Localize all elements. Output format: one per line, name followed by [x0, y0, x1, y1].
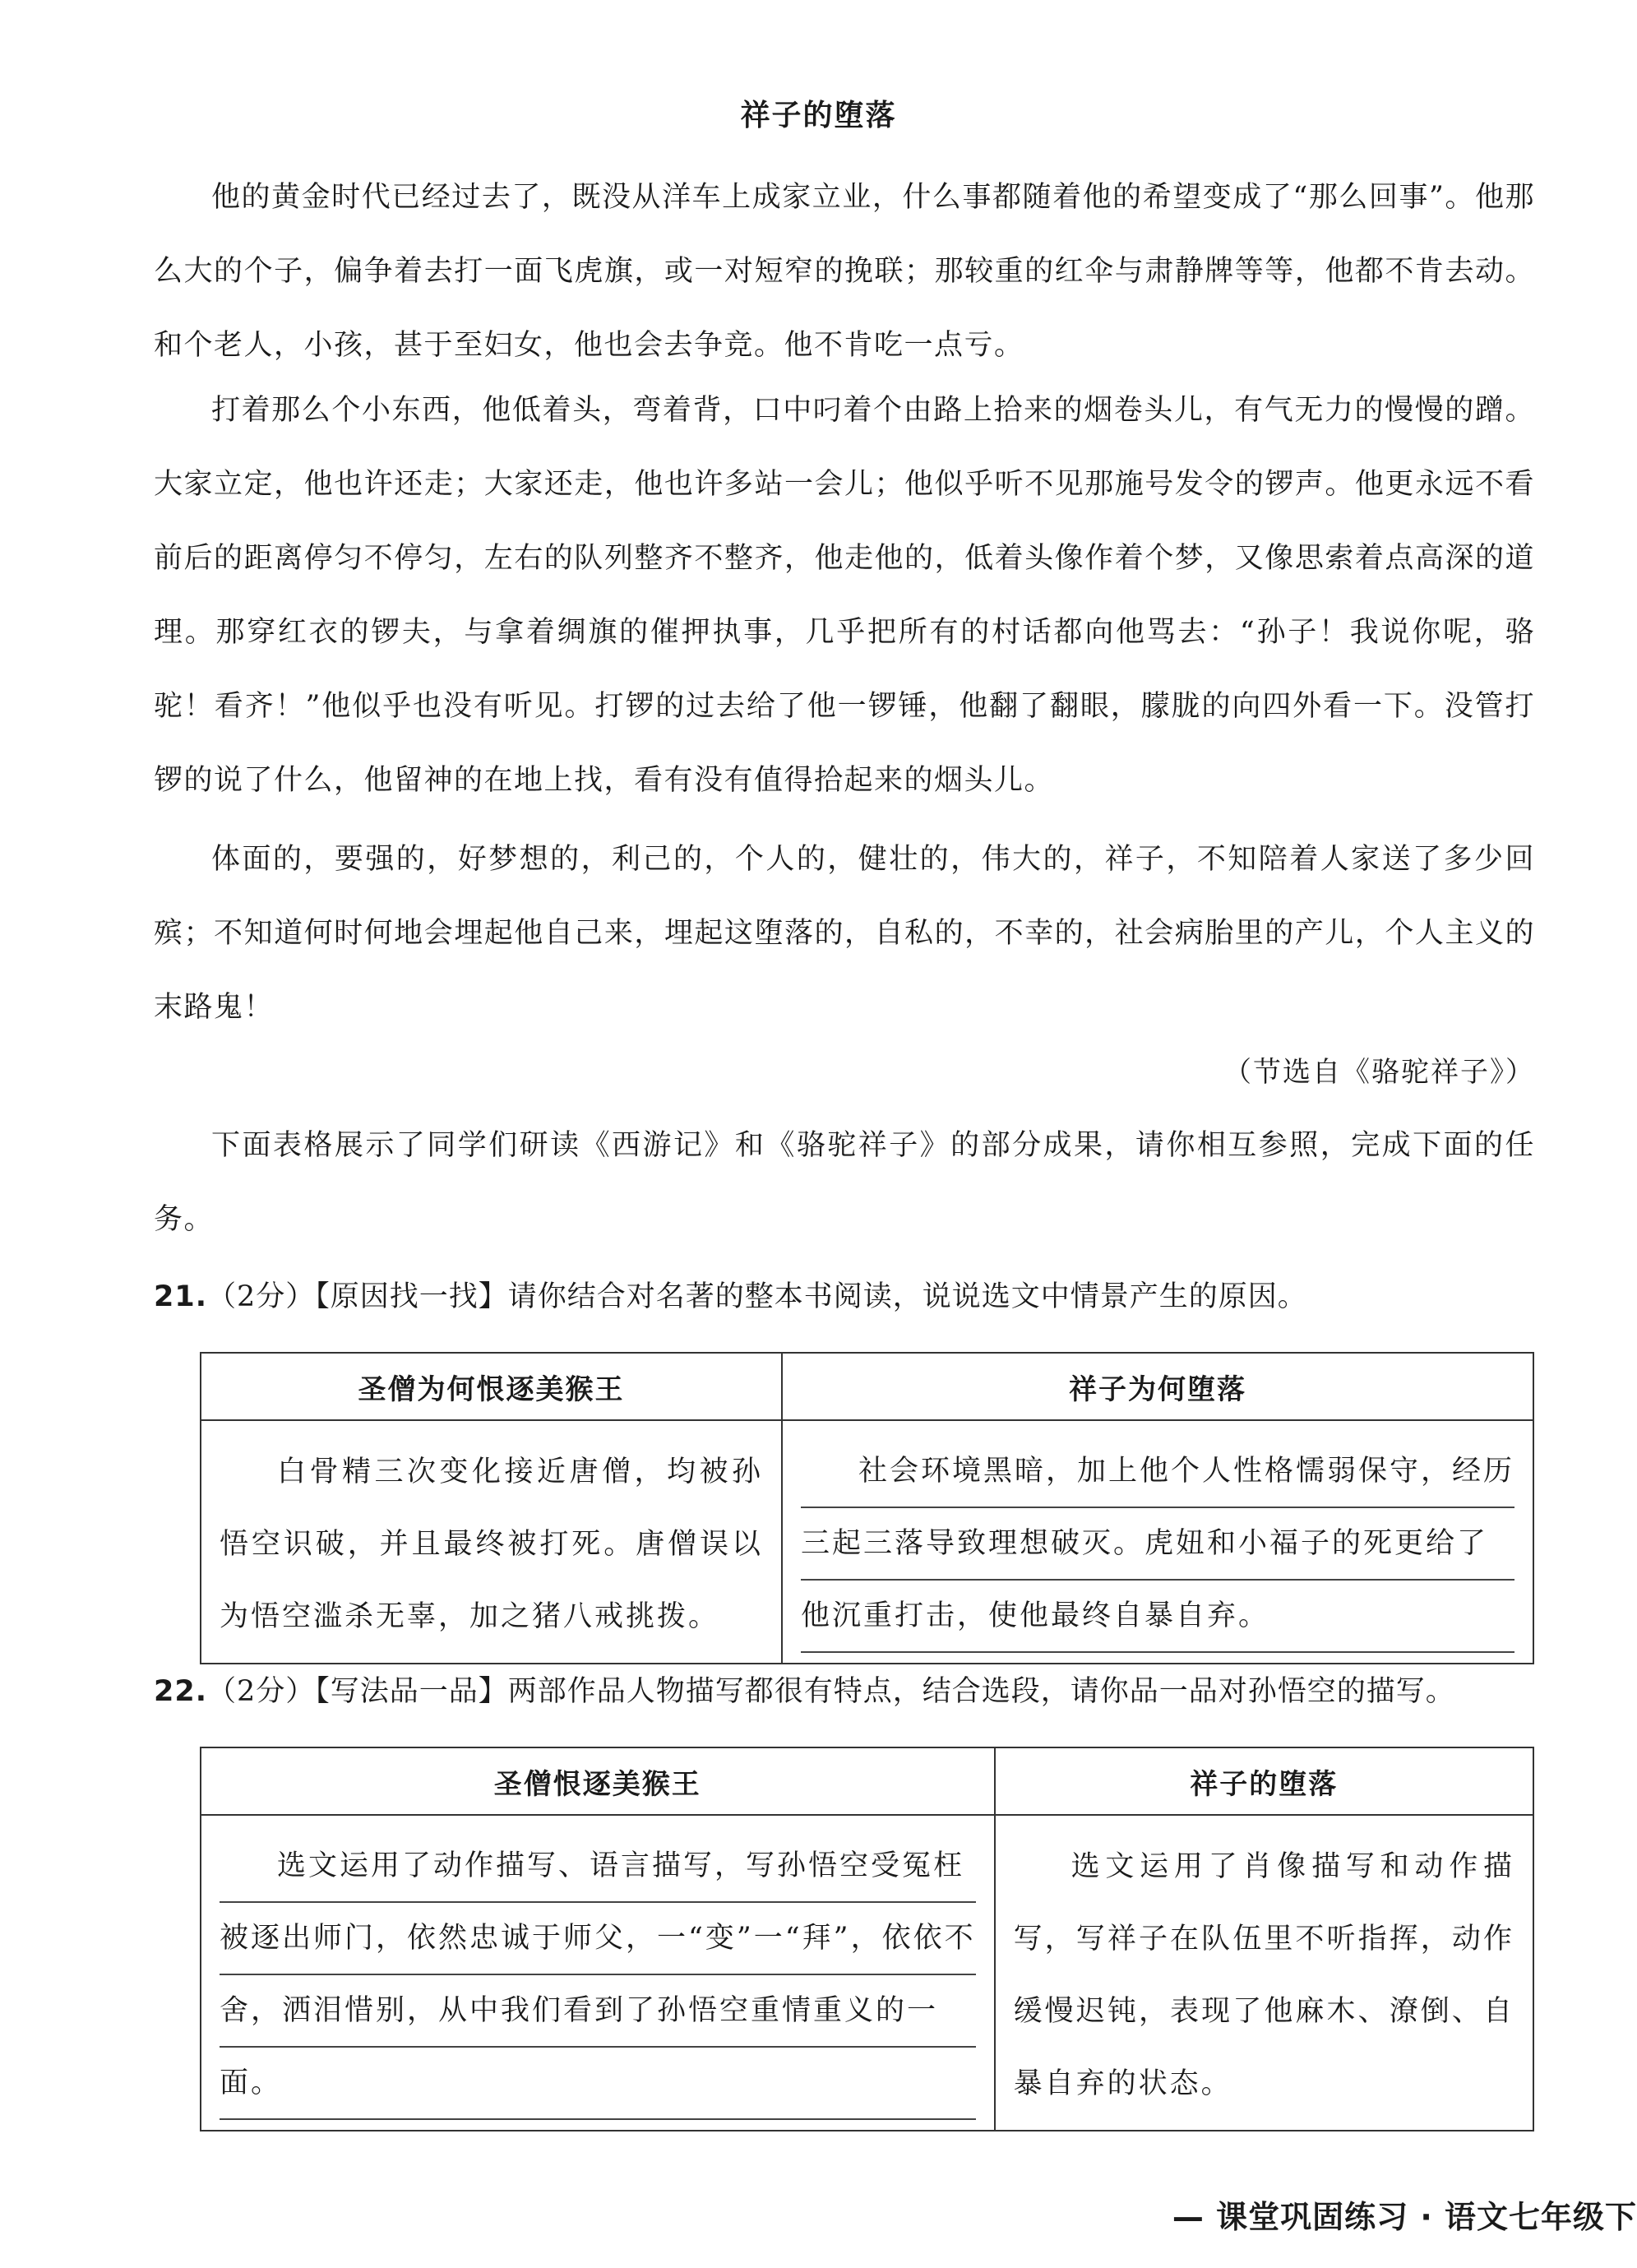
task-instruction: 下面表格展示了同学们研读《西游记》和《骆驼祥子》的部分成果，请你相互参照，完成下面的任务。	[154, 1129, 1535, 1236]
q21-answer-line-2: 三起三落导致理想破灭。虎妞和小福子的死更给了	[801, 1508, 1514, 1581]
q21-col2-header: 祥子为何堕落	[782, 1353, 1533, 1420]
question-22-text: 【写法品一品】两部作品人物描写都很有特点，结合选段，请你品一品对孙悟空的描写。	[315, 1675, 1455, 1708]
q22-col2-header: 祥子的堕落	[995, 1747, 1533, 1815]
source-citation: （节选自《骆驼祥子》）	[1223, 1056, 1535, 1089]
question-22	[154, 1671, 1551, 1712]
question-21-number: 21.	[154, 1280, 208, 1313]
q22-answer	[201, 1815, 995, 2131]
question-21-score: （2分）	[207, 1280, 316, 1313]
q22-answer-line-4: 面。	[220, 2048, 976, 2120]
q21-answer	[782, 1420, 1533, 1664]
passage-paragraph-3: 体面的，要强的，好梦想的，利己的，个人的，健壮的，伟大的，祥子，不知陪着人家送了多少回殡；不知道何时何地会埋起他自己来，埋起这堕落的，自私的，不幸的，社会病胎里的产儿，个人主义的末路鬼！	[154, 843, 1535, 1024]
question-21	[154, 1276, 1551, 1317]
q22-answer-line-2: 被逐出师门，依然忠诚于师父，一“变”一“拜”，依依不	[220, 1903, 976, 1975]
question-21-text: 【原因找一找】请你结合对名著的整本书阅读，说说选文中情景产生的原因。	[315, 1280, 1307, 1313]
q22-col2-text: 选文运用了肖像描写和动作描写，写祥子在队伍里不听指挥，动作缓慢迟钝，表现了他麻木、潦倒、自暴自弃的状态。	[995, 1815, 1533, 2131]
q21-col1-header: 圣僧为何恨逐美猴王	[201, 1353, 782, 1420]
passage-paragraph-1: 他的黄金时代已经过去了，既没从洋车上成家立业，什么事都随着他的希望变成了“那么回事”。他那么大的个子，偏争着去打一面飞虎旗，或一对短窄的挽联；那较重的红伞与肃静牌等等，他都不肯去动。和个老人，小孩，甚于至妇女，他也会去争竞。他不肯吃一点亏。	[154, 181, 1535, 362]
q22-answer-line-3: 舍，洒泪惜别，从中我们看到了孙悟空重情重义的一	[220, 1975, 976, 2048]
passage-title: 祥子的堕落	[740, 99, 897, 132]
question-22-table	[200, 1747, 1534, 2131]
q22-col1-header: 圣僧恨逐美猴王	[201, 1747, 995, 1815]
passage-paragraph-2: 打着那么个小东西，他低着头，弯着背，口中叼着个由路上拾来的烟卷头儿，有气无力的慢慢的蹭。大家立定，他也许还走；大家还走，他也许多站一会儿；他似乎听不见那施号发令的锣声。他更永远不看前后的距离停匀不停匀，左右的队列整齐不整齐，他走他的，低着头像作着个梦，又像思索着点高深的道理。那穿红衣的锣夫，与拿着绸旗的催押执事，几乎把所有的村话都向他骂去：“孙子！我说你呢，骆驼！看齐！”他似乎也没有听见。打锣的过去给了他一锣锤，他翻了翻眼，朦胧的向四外看一下。没管打锣的说了什么，他留神的在地上找，看有没有值得拾起来的烟头儿。	[154, 394, 1535, 797]
q21-col1-text: 白骨精三次变化接近唐僧，均被孙悟空识破，并且最终被打死。唐僧误以为悟空滥杀无辜，加之猪八戒挑拨。	[201, 1420, 782, 1664]
q21-answer-line-1: 社会环境黑暗，加上他个人性格懦弱保守，经历	[801, 1436, 1514, 1508]
q21-answer-line-3: 他沉重打击，使他最终自暴自弃。	[801, 1581, 1514, 1653]
question-22-score: （2分）	[207, 1675, 316, 1708]
question-22-number: 22.	[154, 1675, 208, 1708]
q22-answer-line-1: 选文运用了动作描写、语言描写，写孙悟空受冤枉	[220, 1831, 976, 1903]
page-footer: — 课堂巩固练习 · 语文七年级下	[1172, 2199, 1637, 2235]
question-21-table	[200, 1352, 1534, 1664]
